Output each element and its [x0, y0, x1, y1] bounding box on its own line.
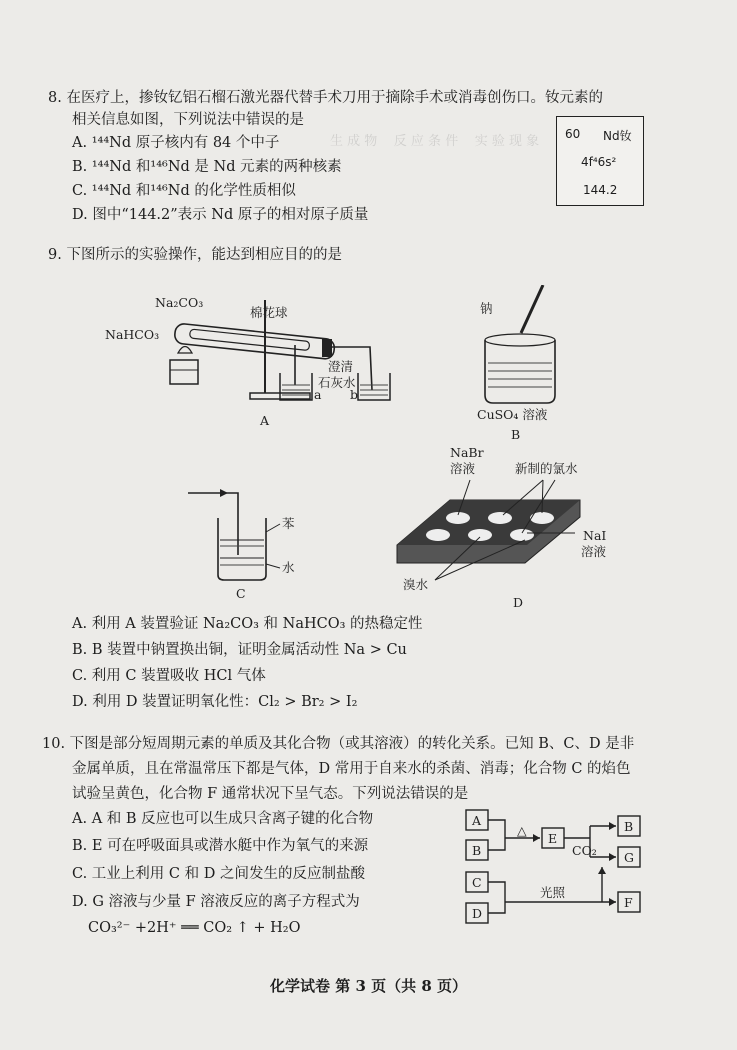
- q8-option-a: A. ¹⁴⁴Nd 原子核内有 84 个中子: [72, 135, 280, 151]
- q8-option-d: D. 图中“144.2”表示 Nd 原子的相对原子质量: [72, 207, 369, 223]
- q8-stem-line1: 8. 在医疗上，掺钕钇铝石榴石激光器代替手术刀用于摘除手术或消毒创伤口。钕元素的: [48, 90, 603, 106]
- label-nabr-2: 溶液: [450, 461, 476, 476]
- label-nai-1: NaI: [583, 528, 607, 543]
- node-e: E: [548, 831, 558, 846]
- q10-stem-line3: 试验呈黄色，化合物 F 通常状况下呈气态。下列说法错误的是: [72, 786, 469, 802]
- label-cotton: 棉花球: [250, 305, 288, 320]
- bleed-through-text: 生 成 物 反 应 条 件 实 验 现 象: [330, 134, 540, 149]
- label-b: b: [350, 387, 359, 402]
- figure-b-sodium-beaker: [465, 285, 575, 445]
- label-light: 光照: [540, 885, 566, 900]
- q8-option-b: B. ¹⁴⁴Nd 和¹⁴⁶Nd 是 Nd 元素的两种核素: [72, 159, 342, 175]
- node-c: C: [472, 875, 482, 890]
- caption-b: B: [511, 427, 521, 442]
- node-f: F: [624, 895, 633, 910]
- q10-option-b: B. E 可在呼吸面具或潜水艇中作为氧气的来源: [72, 838, 369, 854]
- q10-option-a: A. A 和 B 反应也可以生成只含离子键的化合物: [72, 811, 374, 827]
- q10-option-d: D. G 溶液与少量 F 溶液反应的离子方程式为: [72, 894, 360, 910]
- node-b: B: [472, 843, 482, 858]
- label-nai-2: 溶液: [581, 544, 607, 559]
- label-na2co3: Na₂CO₃: [155, 295, 204, 310]
- label-nahco3: NaHCO₃: [105, 327, 160, 342]
- page-footer: 化学试卷 第 3 页（共 8 页）: [270, 977, 467, 995]
- node-g: G: [624, 850, 634, 865]
- bleed-through-text: [300, 265, 612, 284]
- element-symbol: Nd钕: [603, 129, 632, 143]
- node-b-product: B: [624, 819, 634, 834]
- q10-stem-line2: 金属单质，且在常温常压下都是气体，D 常用于自来水的杀菌、消毒；化合物 C 的焰色: [72, 761, 631, 777]
- atomic-mass: 144.2: [583, 183, 618, 197]
- label-heat: △: [517, 823, 527, 838]
- label-bromine-water: 溴水: [403, 577, 429, 592]
- figure-a-heating-apparatus: [100, 285, 420, 435]
- q9-option-a: A. 利用 A 装置验证 Na₂CO₃ 和 NaHCO₃ 的热稳定性: [72, 616, 423, 632]
- caption-d: D: [513, 595, 524, 610]
- q9-option-b: B. B 装置中钠置换出铜，证明金属活动性 Na > Cu: [72, 642, 407, 658]
- q10-conversion-diagram: [460, 805, 650, 930]
- q10-stem-line1: 10. 下图是部分短周期元素的单质及其化合物（或其溶液）的转化关系。已知 B、C、D 是非: [42, 736, 635, 752]
- label-limewater-1: 澄清: [328, 359, 354, 374]
- q10-equation: CO₃²⁻ +2H⁺ ══ CO₂ ↑ + H₂O: [88, 920, 301, 936]
- q10-option-c: C. 工业上利用 C 和 D 之间发生的反应制盐酸: [72, 866, 365, 882]
- atomic-number: 60: [565, 127, 581, 141]
- q8-stem-line2: 相关信息如图，下列说法中错误的是: [72, 112, 304, 128]
- label-nabr-1: NaBr: [450, 445, 484, 460]
- label-water: 水: [282, 560, 295, 575]
- q9-stem: 9. 下图所示的实验操作，能达到相应目的的是: [48, 247, 342, 263]
- label-cuso4: CuSO₄ 溶液: [477, 407, 548, 422]
- electron-configuration: 4f⁴6s²: [581, 155, 617, 169]
- label-benzene: 苯: [282, 516, 295, 531]
- label-a: a: [314, 387, 322, 402]
- q8-option-c: C. ¹⁴⁴Nd 和¹⁴⁶Nd 的化学性质相似: [72, 183, 296, 199]
- node-a: A: [472, 813, 482, 828]
- q9-option-c: C. 利用 C 装置吸收 HCl 气体: [72, 668, 266, 684]
- figure-d-spot-plate: [395, 445, 635, 610]
- figure-c-gas-absorption: [180, 480, 310, 605]
- caption-a: A: [260, 413, 270, 428]
- element-info-box: [556, 116, 644, 206]
- node-d: D: [472, 906, 483, 921]
- q9-option-d: D. 利用 D 装置证明氧化性：Cl₂ > Br₂ > I₂: [72, 694, 358, 710]
- label-sodium: 钠: [480, 301, 493, 316]
- label-limewater-2: 石灰水: [318, 375, 356, 390]
- caption-c: C: [236, 586, 246, 601]
- label-chlorine-water: 新制的氯水: [515, 461, 578, 476]
- label-co2: CO₂: [572, 843, 597, 858]
